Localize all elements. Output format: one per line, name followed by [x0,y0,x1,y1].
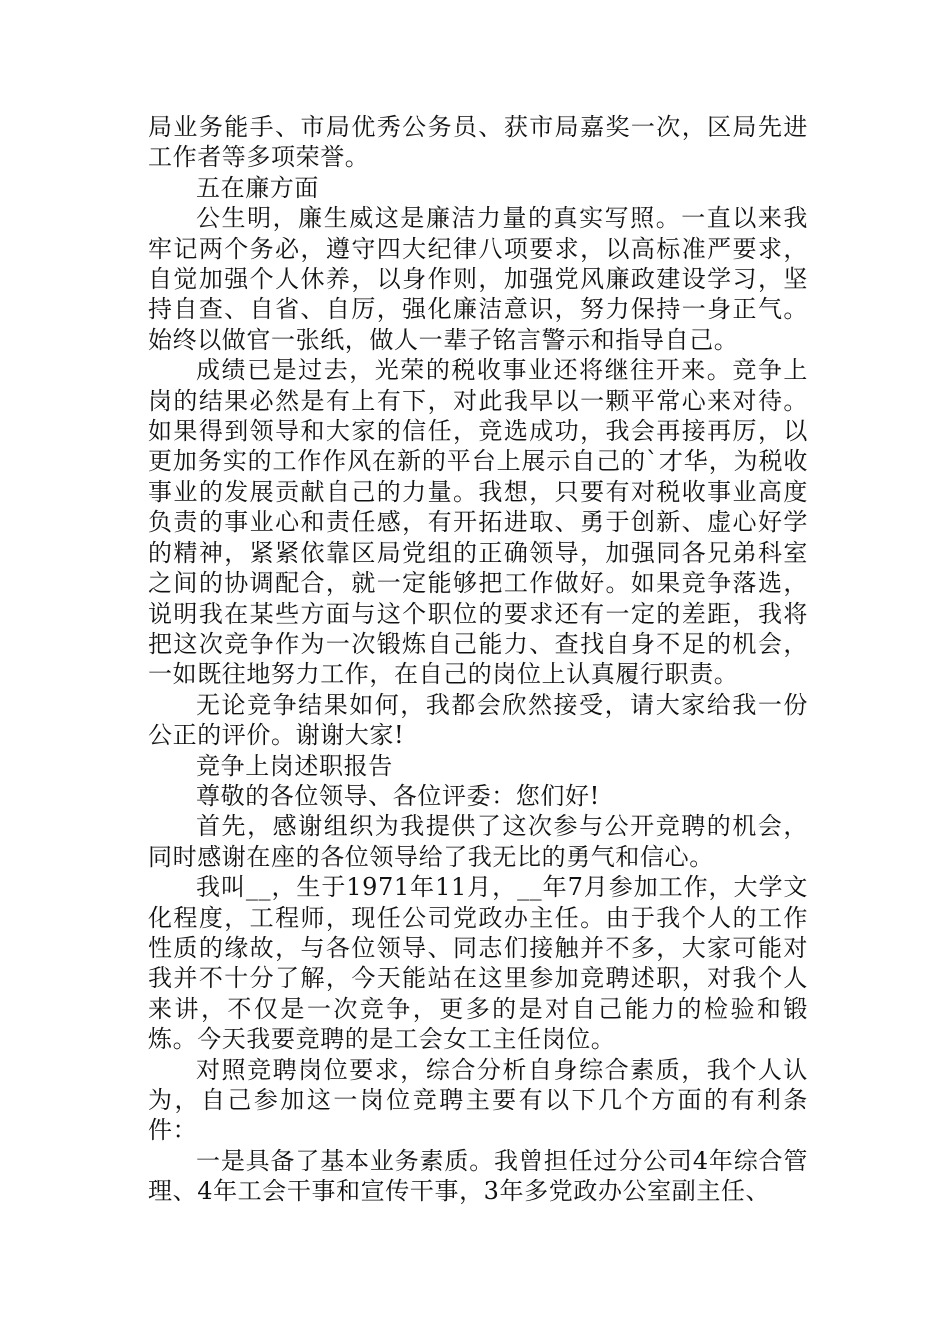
paragraph-self-introduction: 我叫__，生于1971年11月，__年7月参加工作，大学文化程度，工程师，现任公司党政办主任。由于我个人的工作性质的缘故，与各位领导、同志们接触并不多，大家可能对我并不十分了解，今天能站在这里参加竞聘述职，对我个人来讲，不仅是一次竞争，更多的是对自己能力的检验和锻炼。今天我要竞聘的是工会女工主任岗位。 [148,873,808,1054]
paragraph-closing: 无论竞争结果如何，我都会欣然接受，请大家给我一份公正的评价。谢谢大家! [148,690,808,750]
paragraph-outlook: 成绩已是过去，光荣的税收事业还将继往开来。竞争上岗的结果必然是有上有下，对此我早以一颗平常心来对待。如果得到领导和大家的信任，竞选成功，我会再接再厉，以更加务实的工作作风在新的平台上展示自己的`才华，为税收事业的发展贡献自己的力量。我想，只要有对税收事业高度负责的事业心和责任感，有开拓进取、勇于创新、虚心好学的精神，紧紧依靠区局党组的正确领导，加强同各兄弟科室之间的协调配合，就一定能够把工作做好。如果竞争落选，说明我在某些方面与这个职位的要求还有一定的差距，我将把这次竞争作为一次锻炼自己能力、查找自身不足的机会，一如既往地努力工作，在自己的岗位上认真履行职责。 [148,356,808,689]
salutation: 尊敬的各位领导、各位评委：您们好! [196,781,600,810]
paragraph-integrity: 公生明，廉生威这是廉洁力量的真实写照。一直以来我牢记两个务必，遵守四大纪律八项要求，以高标准严要求，自觉加强个人休养，以身作则，加强党风廉政建设学习，坚持自查、自省、自厉，强化廉洁意识，努力保持一身正气。始终以做官一张纸，做人一辈子铭言警示和指导自己。 [148,204,808,354]
section-heading-integrity: 五在廉方面 [196,173,319,202]
report-title: 竞争上岗述职报告 [196,751,393,780]
paragraph-conditions: 对照竞聘岗位要求，综合分析自身综合素质，我个人认为，自己参加这一岗位竞聘主要有以下几个方面的有利条件： [148,1055,808,1145]
paragraph-continuation: 局业务能手、市局优秀公务员、获市局嘉奖一次，区局先进工作者等多项荣誉。 [148,113,808,172]
paragraph-thanks: 首先，感谢组织为我提供了这次参与公开竞聘的机会，同时感谢在座的各位领导给了我无比的勇气和信心。 [148,812,808,871]
document-body [148,112,808,1207]
paragraph-qualification-one: 一是具备了基本业务素质。我曾担任过分公司4年综合管理、4年工会干事和宣传干事，3年多党政办公室副主任、 [148,1146,808,1206]
